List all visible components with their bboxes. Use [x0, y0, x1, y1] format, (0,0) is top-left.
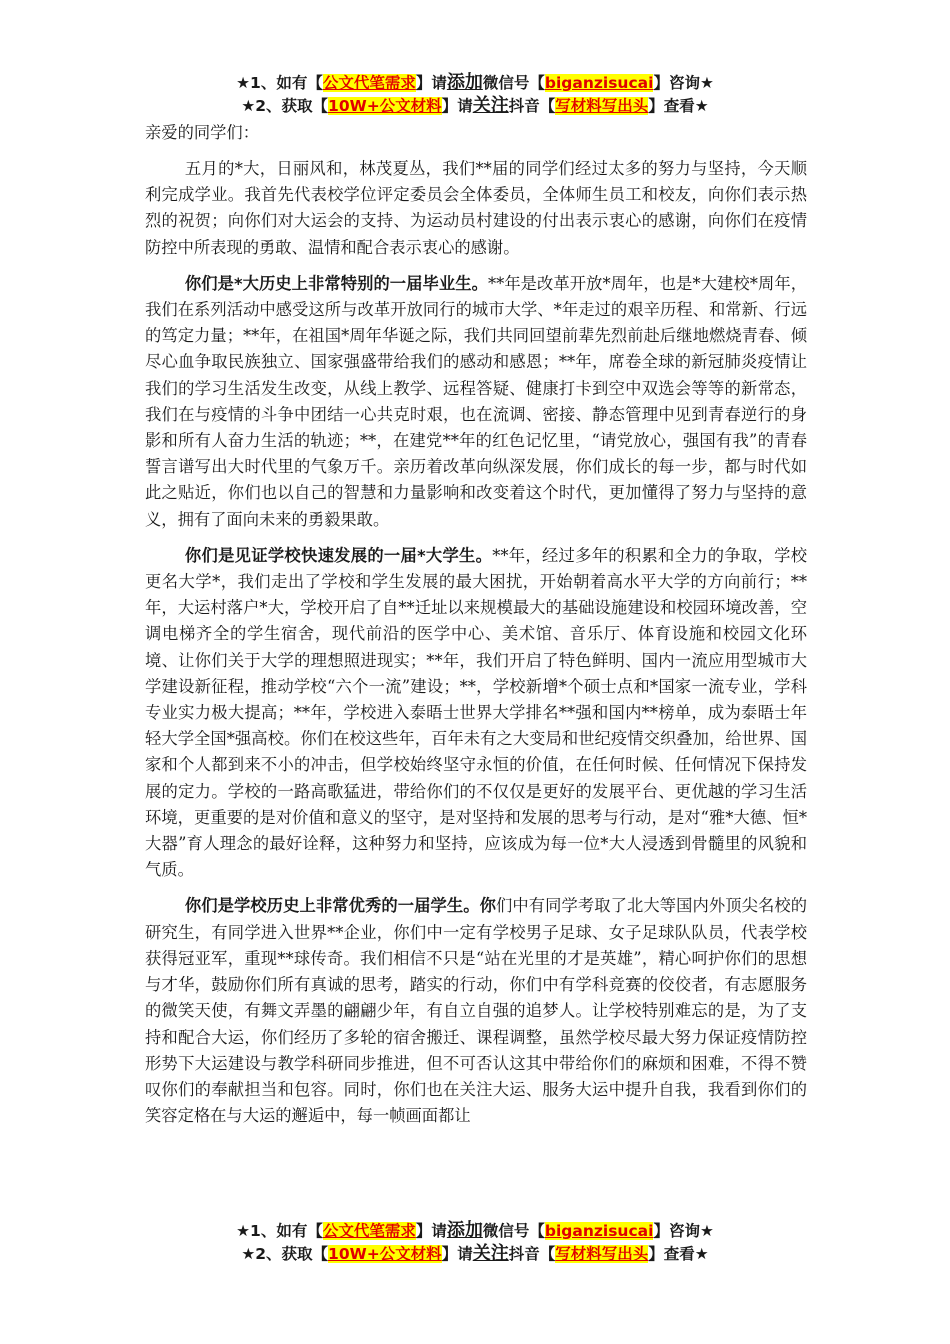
- document-body: [145, 120, 807, 1139]
- header-notice-line-2: [0, 95, 950, 117]
- notice-emphasis: 添加: [446, 1220, 483, 1241]
- paragraph-2-lead: 你们是*大历史上非常特别的一届毕业生。: [184, 273, 488, 293]
- paragraph-1: 五月的*大，日丽风和，林茂夏丛，我们**届的同学们经过太多的努力与坚持，今天顺利完成学业。我首先代表校学位评定委员会全体委员，全体师生员工和校友，向你们表示热烈的祝贺；向你们对大运会的支持、为运动员村建设的付出表示衷心的感谢，向你们在疫情防控中所表现的勇敢、温情和配合表示衷心的感谢。: [145, 159, 807, 257]
- paragraph-4-text: 们中有同学考取了北大等国内外顶尖名校的研究生，有同学进入世界**企业，你们中一定有学校男子足球、女子足球队队员，代表学校获得冠亚军，重现**球传奇。我们相信不只是“站在光里的才是英雄”，精心呵护你们的思想与才华，鼓励你们所有真诚的思考，踏实的行动，你们中有学科竞赛的佼佼者，有志愿服务的微笑天使，有舞文弄墨的翩翩少年，有自立自强的追梦人。让学校特别难忘的是，为了支持和配合大运，你们经历了多轮的宿舍搬迁、课程调整，虽然学校尽最大努力保证疫情防控形势下大运建设与教学科研同步推进，但不可否认这其中带给你们的麻烦和困难，不得不赞叹你们的奉献担当和包容。同时，你们也在关注大运、服务大运中提升自我，我看到你们的笑容定格在与大运的邂逅中，每一帧画面都让: [145, 896, 807, 1126]
- header-notice-line-1: [0, 72, 950, 94]
- footer-notice-line-1: [0, 1220, 950, 1242]
- paragraph-3-text: **年，经过多年的积累和全力的争取，学校更名大学*，我们走出了学校和学生发展的最大困扰，开始朝着高水平大学的方向前行；**年，大运村落户*大，学校开启了自**迁址以来规模最大的基础设施建设和校园环境改善，空调电梯齐全的学生宿舍，现代前沿的医学中心、美术馆、音乐厅、体育设施和校园文化环境、让你们关于大学的理想照进现实；**年，我们开启了特色鲜明、国内一流应用型城市大学建设新征程，推动学校“六个一流”建设；**，学校新增*个硕士点和*国家一流专业，学科专业实力极大提高；**年，学校进入泰晤士世界大学排名**强和国内**榜单，成为泰晤士年轻大学全国*强高校。你们在校这些年，百年未有之大变局和世纪疫情交织叠加，给世界、国家和个人都到来不小的冲击，但学校始终坚守永恒的价值，在任何时候、任何情况下保持发展的定力。学校的一路高歌猛进，带给你们的不仅仅是更好的发展平台、更优越的学习生活环境，更重要的是对价值和意义的坚守，是对坚持和发展的思考与行动，是对“雅*大德、恒*大器”育人理念的最好诠释，这种努力和坚持，应该成为每一位*大人浸透到骨髓里的风貌和气质。: [145, 545, 807, 880]
- notice-emphasis: 关注: [472, 1243, 509, 1264]
- materials-highlight-link[interactable]: 10W+公文材料: [328, 97, 442, 115]
- paragraph-4-lead: 你们是学校历史上非常优秀的一届学生。你: [184, 896, 496, 916]
- notice-emphasis: 添加: [446, 72, 483, 93]
- notice-text: 】查看★: [648, 97, 709, 115]
- notice-emphasis: 关注: [472, 95, 509, 116]
- notice-text: 微信号【: [482, 74, 545, 92]
- notice-text: ★2、获取【: [241, 97, 329, 115]
- ghostwriting-highlight-link[interactable]: 公文代笔需求: [322, 74, 416, 92]
- notice-text: 】咨询★: [653, 1222, 714, 1240]
- notice-text: 微信号【: [482, 1222, 545, 1240]
- notice-text: ★1、如有【: [236, 74, 323, 92]
- douyin-account-highlight-link[interactable]: 写材料写出头: [555, 1245, 649, 1263]
- notice-text: 】请: [441, 1245, 473, 1263]
- ghostwriting-highlight-link[interactable]: 公文代笔需求: [322, 1222, 416, 1240]
- notice-text: 】请: [415, 74, 447, 92]
- paragraph-3-lead: 你们是见证学校快速发展的一届*大学生。: [184, 545, 493, 565]
- paragraph-2-text: **年是改革开放*周年，也是*大建校*周年，我们在系列活动中感受这所与改革开放同行的城市大学、*年走过的艰辛历程、和常新、行远的笃定力量；**年，在祖国*周年华诞之际，我们共同回望前辈先烈前赴后继地燃烧青春、倾尽心血争取民族独立、国家强盛带给我们的感动和感恩；**年，席卷全球的新冠肺炎疫情让我们的学习生活发生改变，从线上教学、远程答疑、健康打卡到空中双选会等等的新常态，我们在与疫情的斗争中团结一心共克时艰，也在流调、密接、静态管理中见到青春逆行的身影和所有人奋力生活的轨迹；**，在建党**年的红色记忆里，“请党放心，强国有我”的青春誓言谱写出大时代里的气象万千。亲历着改革向纵深发展，你们成长的每一步，都与时代如此之贴近，你们也以自己的智慧和力量影响和改变着这个时代，更加懂得了努力与坚持的意义，拥有了面向未来的勇毅果敢。: [145, 273, 807, 529]
- footer-notice-line-2: [0, 1243, 950, 1265]
- paragraph-4: [145, 893, 807, 1129]
- notice-text: 】咨询★: [653, 74, 714, 92]
- notice-text: 】请: [441, 97, 473, 115]
- paragraph-3: [145, 543, 807, 884]
- notice-text: 】查看★: [648, 1245, 709, 1263]
- notice-text: ★2、获取【: [241, 1245, 329, 1263]
- douyin-account-highlight-link[interactable]: 写材料写出头: [555, 97, 649, 115]
- paragraph-2: [145, 271, 807, 533]
- notice-text: 】请: [415, 1222, 447, 1240]
- salutation: 亲爱的同学们：: [145, 123, 259, 142]
- notice-text: 抖音【: [508, 97, 556, 115]
- materials-highlight-link[interactable]: 10W+公文材料: [328, 1245, 442, 1263]
- wechat-id-highlight-link[interactable]: biganzisucai: [544, 74, 654, 92]
- wechat-id-highlight-link[interactable]: biganzisucai: [544, 1222, 654, 1240]
- notice-text: ★1、如有【: [236, 1222, 323, 1240]
- notice-text: 抖音【: [508, 1245, 556, 1263]
